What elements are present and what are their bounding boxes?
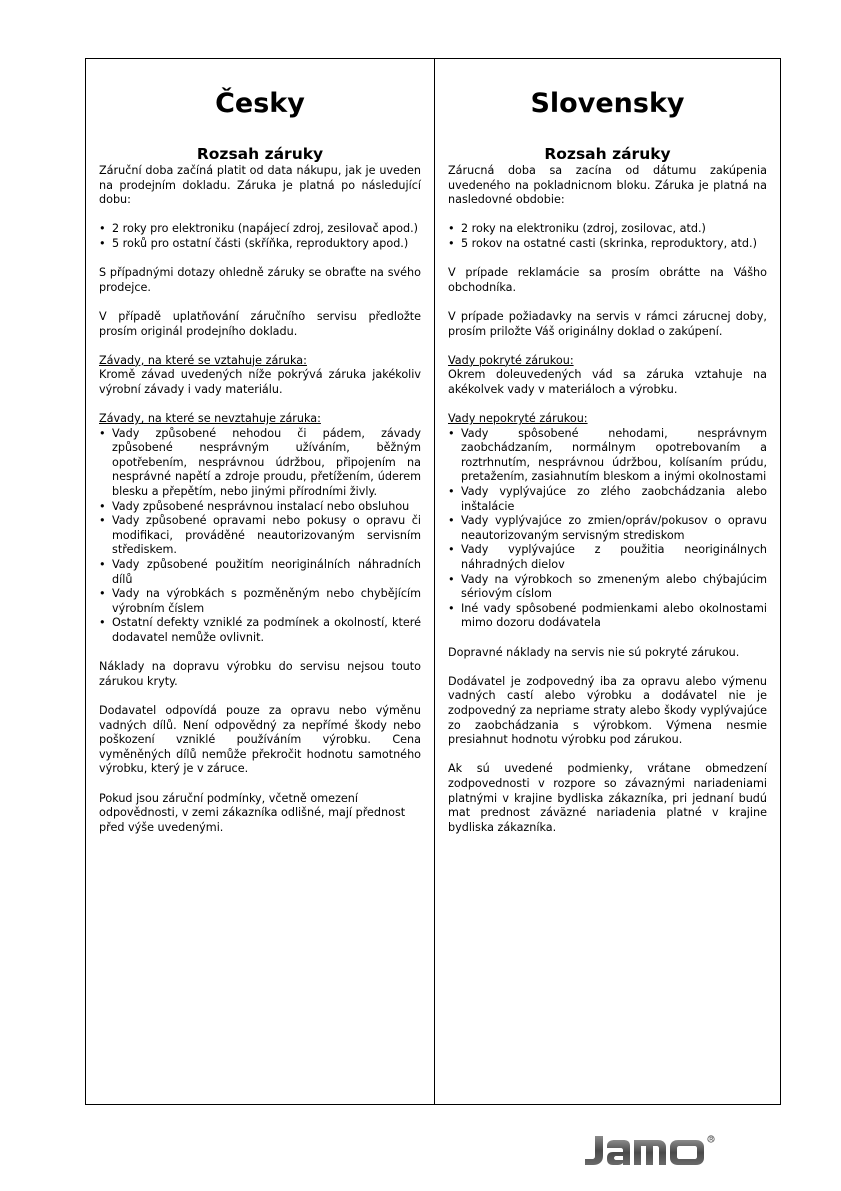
slovak-receipt-note: V prípade požiadavky na servis v rámci zárucnej doby, prosím priložte Váš originálny doklad o zakúpení. [448, 309, 767, 338]
czech-covered-text: Kromě závad uvedených níže pokrývá záruka jakékoliv výrobní závady i vady materiálu. [99, 368, 421, 396]
list-item: • Ostatní defekty vzniklé za podmínek a okolností, které dodavatel nemůže ovlivnit. [99, 616, 421, 644]
list-item: • Vady vyplývajúce zo zmien/opráv/pokusov o opravu neautorizovaným servisným strediskom [448, 514, 767, 542]
slovak-precedence-note: Ak sú uvedené podmienky, vrátane obmedzení zodpovednosti v rozpore so závaznými nariadeniami platnými v krajine bydliska zákazníka, pri jednaní budú mat prednost záväzné nariadenia platné v krajine bydliska zákazníka. [448, 762, 767, 834]
czech-dealer-note: S případnými dotazy ohledně záruky se obraťte na svého prodejce. [99, 266, 421, 294]
slovak-covered-text: Okrem doleuvedených vád sa záruka vztahuje na akékolvek vady v materiáloch a výrobku. [448, 368, 767, 396]
slovak-intro: Zárucná doba sa zacína od dátumu zakúpenia uvedeného na pokladnicnom bloku. Záruka je platná na nasledovné obdobie: [448, 164, 767, 207]
slovak-column [434, 59, 780, 1104]
czech-language-title: Česky [215, 88, 305, 119]
list-item: • 5 rokov na ostatné casti (skrinka, reproduktory, atd.) [448, 236, 757, 250]
czech-periods-list [99, 222, 421, 251]
slovak-covered-heading: Vady pokryté zárukou: [448, 353, 574, 367]
list-item: • Vady způsobené použitím neoriginálních náhradních dílů [99, 558, 421, 586]
czech-column [86, 59, 434, 1104]
warranty-table [85, 58, 781, 1105]
czech-section-title: Rozsah záruky [196, 145, 324, 163]
slovak-transport-note: Dopravné náklady na servis nie sú pokryté zárukou. [448, 645, 740, 659]
slovak-liability-note: Dodávatel je zodpovedný iba za opravu alebo výmenu vadných castí alebo výrobku a dodávatel nie je zodpovedný za nepriame straty alebo škody vyplývajúce zo zaobchádzania s výrobkom. Výmena nesmie presiahnut hodnotu výrobku pod zárukou. [448, 674, 767, 747]
czech-covered-heading: Závady, na které se vztahuje záruka: [99, 353, 307, 367]
list-item: • Vady vyplývajúce z použitia neoriginálnych náhradných dielov [448, 543, 767, 572]
slovak-not-covered-heading: Vady nepokryté zárukou: [448, 412, 588, 426]
list-item: • Vady způsobené opravami nebo pokusy o opravu či modifikaci, prováděné neautorizovaným servisním střediskem. [99, 514, 421, 557]
slovak-language-title: Slovensky [530, 88, 685, 119]
list-item: • Vady způsobené nesprávnou instalací nebo obsluhou [99, 499, 410, 513]
list-item: • Vady způsobené nehodou či pádem, závady způsobené nesprávným užíváním, běžným opotřebením, nesprávnou údržbou, připojením na nesprávné napětí a zdroje proudu, přetížením, úderem blesku a přepětím, nebo jinými přírodními živly. [99, 426, 421, 499]
list-item: • Iné vady spôsobené podmienkami alebo okolnostami mimo dozoru dodávatela [448, 601, 767, 630]
list-item: • Vady na výrobkoch so zmeneným alebo chýbajúcim sériovým císlom [448, 572, 767, 601]
list-item: • 2 roky pro elektroniku (napájecí zdroj, zesilovač apod.) [99, 222, 419, 236]
czech-intro: Záruční doba začíná platit od data nákupu, jak je uveden na prodejním dokladu. Záruka je platná po následující dobu: [99, 164, 421, 207]
slovak-section-title: Rozsah záruky [544, 145, 671, 163]
czech-not-covered-list [99, 427, 421, 646]
list-item: • 5 roků pro ostatní části (skříňka, reproduktory apod.) [99, 236, 409, 250]
list-item: • 2 roky na elektroniku (zdroj, zosilovac, atd.) [448, 222, 706, 236]
jamo-logo-icon [583, 1132, 723, 1168]
list-item: • Vady vyplývajúce zo zlého zaobchádzania alebo inštalácie [448, 485, 767, 513]
slovak-dealer-note: V prípade reklamácie sa prosím obrátte na Vášho obchodníka. [448, 266, 767, 294]
list-item: • Vady spôsobené nehodami, nesprávnym zaobchádzaním, normálnym opotrebovaním a roztrhnutím, nesprávnou údržbou, kolísaním prúdu, pretažením, zasiahnutím bleskom a inými okolnostami [448, 426, 767, 484]
czech-receipt-note: V případě uplatňování záručního servisu předložte prosím originál prodejního dokladu. [99, 309, 421, 338]
czech-precedence-note: Pokud jsou záruční podmínky, včetně omezení odpovědnosti, v zemi zákazníka odlišné, mají přednost před výše uvedenými. [99, 791, 406, 834]
slovak-not-covered-list [448, 427, 767, 631]
slovak-periods-list [448, 222, 767, 251]
list-item: • Vady na výrobkách s pozměněným nebo chybějícím výrobním číslem [99, 587, 421, 615]
czech-liability-note: Dodavatel odpovídá pouze za opravu nebo výměnu vadných dílů. Není odpovědný za nepřímé škody nebo poškození vzniklé používáním výrobku. Cena vyměněných dílů nemůže překročit hodnotu samotného výrobku, který je v záruce. [99, 703, 421, 776]
czech-not-covered-heading: Závady, na které se nevztahuje záruka: [99, 412, 321, 426]
czech-transport-note: Náklady na dopravu výrobku do servisu nejsou touto zárukou kryty. [99, 660, 421, 688]
